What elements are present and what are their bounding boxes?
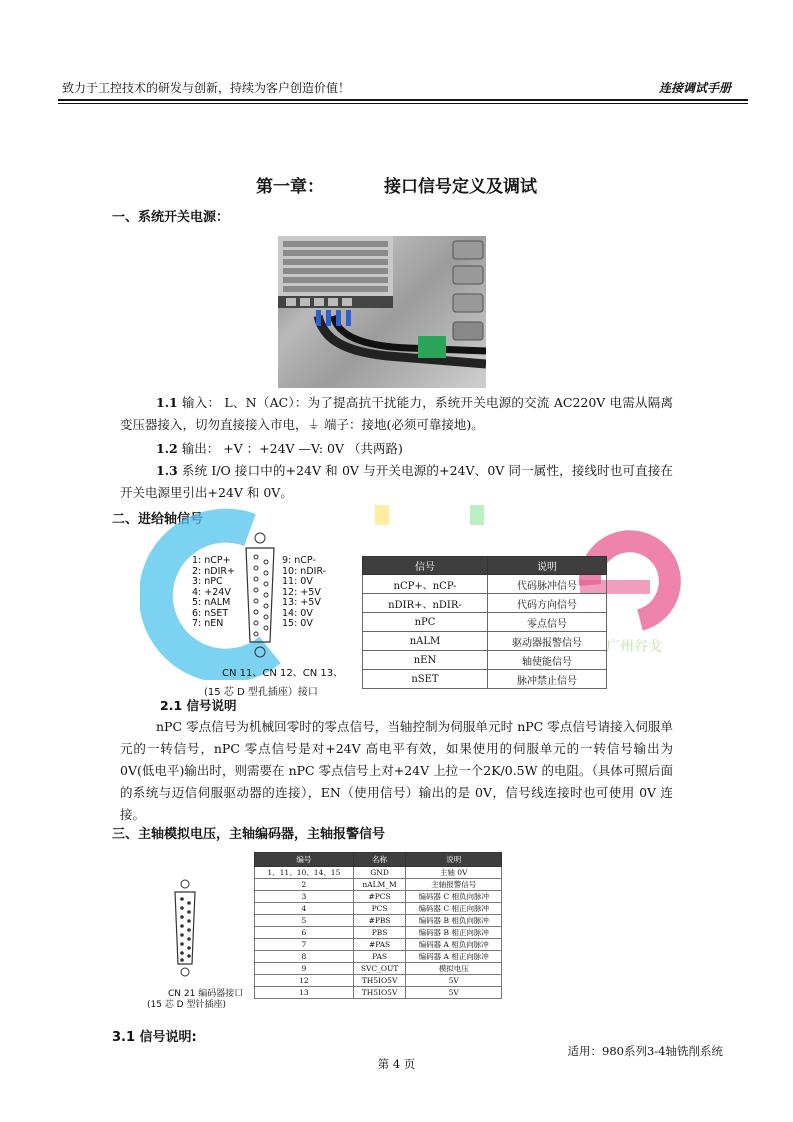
table-cell: 编码器 A 相正向脉冲 bbox=[406, 951, 502, 963]
table-cell: 主轴报警信号 bbox=[406, 879, 502, 891]
chapter-number: 第一章： bbox=[256, 177, 324, 197]
item-text: 系统 I/O 接口中的+24V 和 0V 与开关电源的+24V、0V 同一属性，接线时也可直接在开关电源里引出+24V 和 0V。 bbox=[120, 463, 673, 500]
table-row bbox=[255, 903, 502, 915]
table-cell: #PAS bbox=[353, 939, 406, 951]
table-cell: PBS bbox=[353, 927, 406, 939]
table-row bbox=[255, 951, 502, 963]
table-row bbox=[363, 594, 607, 613]
table-cell: 8 bbox=[255, 951, 354, 963]
pin-label: 5: nALM bbox=[192, 597, 231, 608]
paragraph-1-1 bbox=[120, 392, 673, 436]
table-cell: 2 bbox=[255, 879, 354, 891]
table-cell: #PCS bbox=[353, 891, 406, 903]
table-cell: 5V bbox=[406, 975, 502, 987]
encoder-caption-1: CN 21 编码器接口 bbox=[168, 989, 244, 999]
table-cell: 4 bbox=[255, 903, 354, 915]
table-cell: nALM bbox=[363, 632, 488, 651]
table-cell: 9 bbox=[255, 963, 354, 975]
table-cell: 脉冲禁止信号 bbox=[487, 670, 606, 689]
item-number: 1.1 bbox=[156, 395, 178, 410]
table-row bbox=[255, 963, 502, 975]
table-cell: 代码脉冲信号 bbox=[487, 575, 606, 594]
table-cell: 零点信号 bbox=[487, 613, 606, 632]
encoder-caption-2: (15 芯 D 型针插座) bbox=[147, 1000, 226, 1010]
connector-caption-1: CN 11、CN 12、CN 13、 bbox=[222, 668, 344, 679]
table-cell: 编码器 C 相负向脉冲 bbox=[406, 891, 502, 903]
table-cell: nDIR+、nDIR- bbox=[363, 594, 488, 613]
pin-list-right bbox=[282, 556, 326, 630]
table-row bbox=[255, 927, 502, 939]
pin-label: 2: nDIR+ bbox=[192, 565, 235, 577]
table-header: 说明 bbox=[487, 557, 606, 575]
table-row bbox=[255, 975, 502, 987]
table-cell: 12 bbox=[255, 975, 354, 987]
footer-applicability: 适用：980系列3-4轴铣削系统 bbox=[567, 1044, 723, 1058]
paragraph-1-2 bbox=[120, 438, 673, 460]
pin-label: 4: +24V bbox=[192, 586, 231, 598]
table-row bbox=[255, 939, 502, 951]
pin-label: 7: nEN bbox=[192, 618, 224, 629]
table-cell: 5V bbox=[406, 987, 502, 999]
pin-label: 14: 0V bbox=[282, 607, 313, 619]
feed-signal-table bbox=[362, 556, 607, 689]
header-rule bbox=[58, 99, 748, 101]
table-header: 信号 bbox=[363, 557, 488, 575]
table-cell: 编码器 B 相负向脉冲 bbox=[406, 915, 502, 927]
table-cell: #PBS bbox=[353, 915, 406, 927]
pin-list-left bbox=[192, 556, 235, 630]
table-cell: PAS bbox=[353, 951, 406, 963]
connector-caption-2: (15 芯 D 型孔插座）接口 bbox=[204, 687, 318, 698]
item-text: 输出： +V ：+24V —V: 0V （共两路) bbox=[181, 441, 403, 456]
table-row bbox=[363, 613, 607, 632]
table-cell: nPC bbox=[363, 613, 488, 632]
table-header: 名称 bbox=[353, 853, 406, 867]
table-cell: 模拟电压 bbox=[406, 963, 502, 975]
table-header: 说明 bbox=[406, 853, 502, 867]
table-row bbox=[255, 867, 502, 879]
table-row bbox=[363, 670, 607, 689]
table-cell: nSET bbox=[363, 670, 488, 689]
pin-label: 9: nCP- bbox=[282, 555, 316, 566]
table-cell: GND bbox=[353, 867, 406, 879]
spindle-signal-table bbox=[254, 852, 502, 999]
table-cell: TH5IO5V bbox=[353, 987, 406, 999]
header-manual-title: 连接调试手册 bbox=[658, 81, 731, 95]
item-number: 1.3 bbox=[156, 463, 178, 478]
db15-plug-diagram bbox=[170, 878, 200, 978]
table-row bbox=[255, 891, 502, 903]
table-cell: 驱动器报警信号 bbox=[487, 632, 606, 651]
table-row bbox=[255, 987, 502, 999]
table-cell: nEN bbox=[363, 651, 488, 670]
pin-label: 1: nCP+ bbox=[192, 555, 231, 566]
item-number: 1.2 bbox=[156, 441, 178, 456]
pin-label: 6: nSET bbox=[192, 607, 229, 619]
page-number: 第 4 页 bbox=[377, 1057, 416, 1071]
table-cell: PCS bbox=[353, 903, 406, 915]
item-text: 输入： L、N（AC）：为了提高抗干扰能力，系统开关电源的交流 AC220V 电需从隔离变压器接入，切勿直接接入市电，⏚ 端子：接地(必须可靠接地)。 bbox=[120, 395, 673, 432]
section-1-title: 一、系统开关电源： bbox=[112, 210, 230, 225]
chapter-heading: 接口信号定义及调试 bbox=[384, 177, 537, 197]
table-cell: 6 bbox=[255, 927, 354, 939]
section-2-title: 二、进给轴信号 bbox=[112, 512, 204, 527]
table-row bbox=[363, 651, 607, 670]
table-row bbox=[363, 575, 607, 594]
header-rule-thin bbox=[58, 103, 748, 104]
table-row bbox=[255, 879, 502, 891]
pin-label: 10: nDIR- bbox=[282, 565, 327, 577]
table-cell: 编码器 C 相正向脉冲 bbox=[406, 903, 502, 915]
paragraph-1-3 bbox=[120, 460, 673, 504]
pin-label: 15: 0V bbox=[282, 618, 313, 629]
subsection-2-1-title: 2.1 信号说明 bbox=[160, 698, 237, 713]
pin-label: 12: +5V bbox=[282, 586, 321, 598]
table-cell: 13 bbox=[255, 987, 354, 999]
table-cell: 1、11、10、14、15 bbox=[255, 867, 354, 879]
table-cell: TH5IO5V bbox=[353, 975, 406, 987]
pin-label: 13: +5V bbox=[282, 597, 321, 608]
table-cell: 轴使能信号 bbox=[487, 651, 606, 670]
section-3-title: 三、主轴模拟电压，主轴编码器，主轴报警信号 bbox=[112, 827, 386, 842]
table-cell: nCP+、nCP- bbox=[363, 575, 488, 594]
table-cell: 编码器 B 相正向脉冲 bbox=[406, 927, 502, 939]
pin-label: 3: nPC bbox=[192, 576, 223, 587]
table-header: 编号 bbox=[255, 853, 354, 867]
chapter-title bbox=[0, 172, 793, 197]
table-row bbox=[255, 915, 502, 927]
subsection-3-1-title: 3.1 信号说明: bbox=[112, 1030, 197, 1045]
table-cell: 编码器 A 相负向脉冲 bbox=[406, 939, 502, 951]
table-cell: 7 bbox=[255, 939, 354, 951]
table-cell: 5 bbox=[255, 915, 354, 927]
power-supply-photo bbox=[278, 236, 486, 388]
table-cell: 3 bbox=[255, 891, 354, 903]
table-row bbox=[363, 632, 607, 651]
table-cell: SVC_OUT bbox=[353, 963, 406, 975]
table-cell: 主轴 0V bbox=[406, 867, 502, 879]
table-cell: nALM_M bbox=[353, 879, 406, 891]
header-slogan: 致力于工控技术的研发与创新，持续为客户创造价值！ bbox=[62, 81, 351, 95]
pin-label: 11: 0V bbox=[282, 576, 313, 587]
watermark-text: 广州谷戈 bbox=[606, 639, 662, 655]
db15-socket-diagram bbox=[236, 530, 284, 660]
table-cell: 代码方向信号 bbox=[487, 594, 606, 613]
subsection-2-1-text: nPC 零点信号为机械回零时的零点信号，当轴控制为伺服单元时 nPC 零点信号请接入伺服单元的一转信号，nPC 零点信号是对+24V 高电平有效，如果使用的伺服单元的一转信号输出为 0V(低电平)输出时，则需要在 nPC 零点信号上对+24V 上拉一个2K/0.5W 的电阻。（具体可照后面的系统与迈信伺服驱动器的连接），EN（使用信号）输出的是 0V，信号线连接时也可使用 0V 连接。 bbox=[120, 719, 673, 822]
